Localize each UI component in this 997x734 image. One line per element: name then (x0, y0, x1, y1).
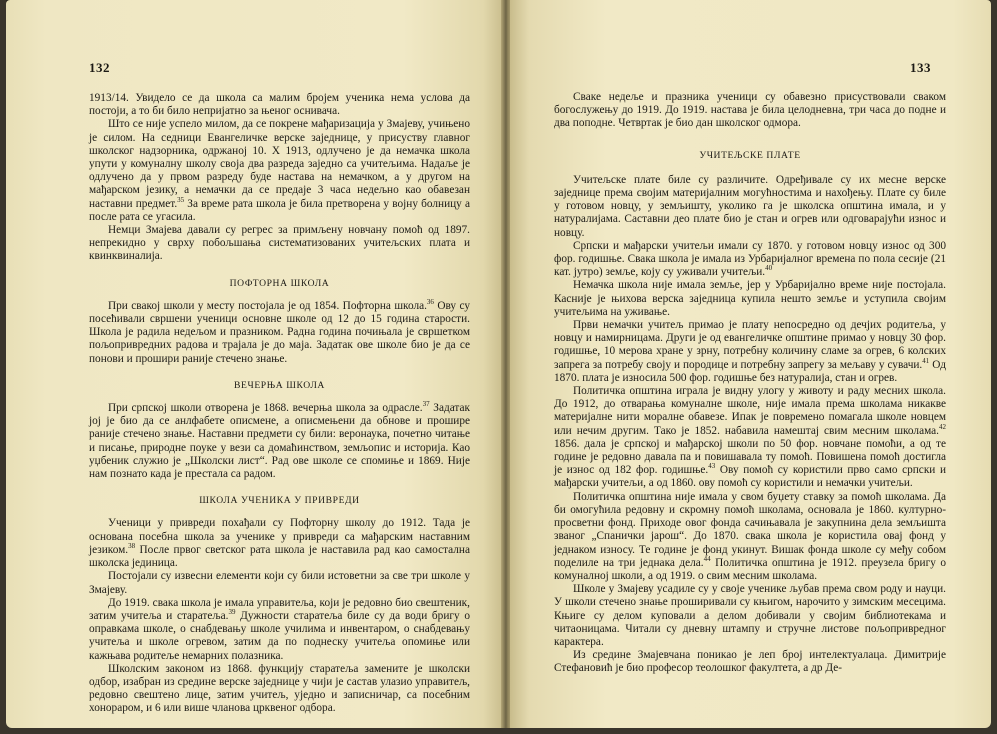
paragraph-text: Немачка школа није имала земље, јер у Урбаријално време није постојала. Касније је њихова верска заједница купила нешто земље и уступила својим учитељима на уживање. (554, 279, 946, 318)
paragraph-text: Што се није успело милом, да се покрене мађаризација у Змајеву, учињено је силом. На седници Евангеличке верске заједнице, у присуству главног школског надзорника, одржаној 10. X 1913, одлучено је да немачка школа упути у комуналну школу своја два разреда заједно са учитељима. Надаље је одлучено да у првом разреду буде настава на немачком, а у другом на мађарском језику, а немачки да се предаје 3 часа недељно као обавезан наставни предмет. (89, 118, 470, 210)
section-heading: ПОФТОРНА ШКОЛА (229, 277, 330, 289)
paragraph-text: Од 1870. плата је износила 500 фор. годишње без натуралија, стан и огрев. (554, 358, 946, 384)
paragraph (89, 300, 470, 366)
paragraph (89, 597, 470, 663)
paragraph (554, 583, 946, 649)
right-page-text (554, 91, 946, 676)
paragraph (89, 663, 470, 716)
paragraph-text: 1856. дала је српској и мађарској школи по 50 фор. новчане помоћи, а од те године је редовно давала па и повишавала ту помоћ. Повишена помоћ достигла је износ од 182 фор. годишње. (554, 437, 946, 477)
paragraph (554, 649, 946, 675)
left-page-number: 132 (89, 60, 110, 75)
paragraph-text: При српској школи отворена је 1868. вечерња школа за одрасле. (108, 402, 423, 415)
paragraph-text: Учитељске плате биле су различите. Одређивале су их месне верске заједнице према својим материјалним могућностима и нахођењу. Плате су биле у готовом новцу, у земљишту, уколико га је школска општина имала, и у натуралијама. Саставни део плате био је стан и огрев или одговарајући износ и новцу. (554, 173, 946, 239)
footnote-ref: 35 (177, 195, 185, 204)
paragraph-text: Из средине Змајевчана поникао је леп број интелектуалаца. Димитрије Стефановић је био професор теолошког факултета, а др Де- (554, 649, 946, 675)
paragraph-text: Школе у Змајеву усадиле су у своје ученике љубав према свом роду и науци. У школи стечено знање проширивали су књигом, нарочито у зимским месецима. Књиге су делом куповали а делом добивали у својим библиотекама и читаоницама. Читали су дневну штампу и стручне листове пољопривредног карактера. (554, 583, 946, 648)
paragraph-text: Немци Змајева давали су регрес за примљену новчану помоћ од 1897. непрекидно у сврху побољшања систематизованих учитељских плата и квинквиналија. (89, 224, 470, 263)
footnote-ref: 37 (422, 400, 430, 409)
paragraph (89, 118, 470, 224)
section-heading: УЧИТЕЉСКЕ ПЛАТЕ (699, 149, 801, 161)
paragraph (554, 319, 946, 385)
right-page (510, 0, 991, 728)
paragraph (554, 240, 946, 280)
footnote-ref: 36 (426, 298, 434, 307)
paragraph-text: 1913/14. Увидело се да школа са малим бројем ученика нема услова да постоји, а то би било непријатно за њеног оснивача. (89, 92, 470, 118)
paragraph-text: Први немачки учитељ примао је плату непосредно од дечјих родитеља, у новцу и намирницама. Други је од евангеличке општине примао у новцу 30 фор. годишње, 10 мерова хране у зрну, потребну количину сламе за огрев, 6 колских запрега за потребу своју и породице и потребну запрегу за мељаву у сувачи. (554, 319, 946, 371)
paragraph (89, 92, 470, 118)
paragraph (554, 279, 946, 319)
paragraph-text: После првог светског рата школа је наставила рад као самостална школска јединица. (89, 543, 470, 570)
section-heading: ВЕЧЕРЊА ШКОЛА (234, 379, 325, 391)
paragraph (554, 91, 946, 131)
footnote-ref: 42 (939, 422, 946, 431)
paragraph-text: Политичка општина је 1912. преузела бригу о комуналној школи, а од 1919. о свим месним школама. (554, 556, 946, 582)
paragraph (89, 517, 470, 570)
paragraph-text: Школским законом из 1868. функцију старатеља замените је школски одбор, изабран из средине верске заједнице у чији је састав улазио управитељ, редовно свештено лице, затим учитељ, уједно и записничар, са посебним хонораром, и 6 или више чланова црквеног одбора. (89, 662, 470, 715)
paragraph-text: За време рата школа је била претворена у војну болницу а после рата се угасила. (89, 197, 470, 223)
paragraph-text: Сваке недеље и празника ученици су обавезно присуствовали сваком богослужењу до 1919. До 1919. настава је била целодневна, три часа до подне и два поподне. Четвртак је био дан школског одмора. (554, 91, 946, 130)
paragraph-text: При свакој школи у месту постојала је од 1854. Пофторна школа. (108, 299, 427, 312)
left-page (6, 0, 503, 728)
paragraph (89, 570, 470, 596)
paragraph-text: До 1919. свака школа је имала управитеља, који је редовно био свештеник, затим учитеља и старатеља. (89, 596, 470, 622)
paragraph (554, 174, 946, 240)
paragraph-text: Ученици у привреди похађали су Пофторну школу до 1912. Тада је основана посебна школа за ученике у привреди са мађарским наставним језиком. (89, 517, 470, 556)
footnote-ref: 38 (128, 542, 136, 551)
left-page-text (89, 92, 470, 716)
paragraph-text: Политичка општина играла је видну улогу у животу и раду месних школа. До 1912, до отварања комуналне школе, није имала према школама никакве материјалне нити моралне обавезе. Ипак је повремено помагала школе новцем или нечим другим. Тако је 1852. набавила намештај свим месним школама. (554, 385, 946, 437)
paragraph (89, 402, 470, 481)
right-page-number: 133 (910, 60, 931, 75)
paragraph-text: Ову помоћ су користили прво само српски и мађарски учитељи, а од 1860. ову помоћ су користили и немачки учитељи. (554, 464, 946, 490)
paragraph-text: Задатак јој је био да се анлфабете описмене, а описмењени да обнове и прошире раније стечено знање. Наставни предмети су били: веронаука, почетно читање и писање, природне поуке у вези са домаћинством, земљопис и историја. Као уџбеник служио је „Школски лист“. Рад ове школе се спомиње и 1869. Није нам познато када је престала са радом. (89, 402, 471, 481)
footnote-ref: 40 (765, 264, 773, 273)
footnote-ref: 39 (228, 608, 236, 617)
paragraph (554, 491, 946, 583)
footnote-ref: 43 (708, 462, 716, 471)
footnote-ref: 44 (703, 554, 711, 563)
paragraph (554, 385, 946, 491)
section-heading: ШКОЛА УЧЕНИКА У ПРИВРЕДИ (199, 495, 360, 507)
paragraph-text: Постојали су извесни елементи који су били истоветни за све три школе у Змајеву. (89, 570, 470, 596)
paragraph (89, 224, 470, 264)
paragraph-text: Ову су посећивали свршени ученици основне школе од 12 до 15 година старости. Школа је радила недељом и празником. Радна година почињала је свршетком пољопривредних радова и трајала је до маја. Задатак ове школе био је да се понови и прошири раније стечено знање. (89, 299, 470, 365)
paragraph-text: Политичка општина није имала у свом буџету ставку за помоћ школама. Да би омогућила редовну и скромну помоћ школама, основала је 1860. културно-просветни фонд. Приходе овог фонда сачињавала је закупнина дела земљишта званог „Спанички јарош“. До 1870. свака школа је користила овај фонд у једнаком износу. Те године је фонд укинут. Вишак фонда школе су међу собом поделиле на три једнака дела. (554, 490, 946, 569)
paragraph-text: Дужности старатеља биле су да води бригу о оправкама школе, о снабдевању школе училима и инвентаром, о снабдевању учитеља и школе огревом, затим да по поднеску учитеља опомиње или кажњава родитеље немарних полазника. (89, 609, 470, 662)
footnote-ref: 41 (922, 356, 930, 365)
paragraph-text: Српски и мађарски учитељи имали су 1870. у готовом новцу износ од 300 фор. годишње. Свака школа је имала из Урбаријалног времена по пола сесије (21 кат. јутро) земље, коју су уживали учитељи. (554, 239, 946, 279)
